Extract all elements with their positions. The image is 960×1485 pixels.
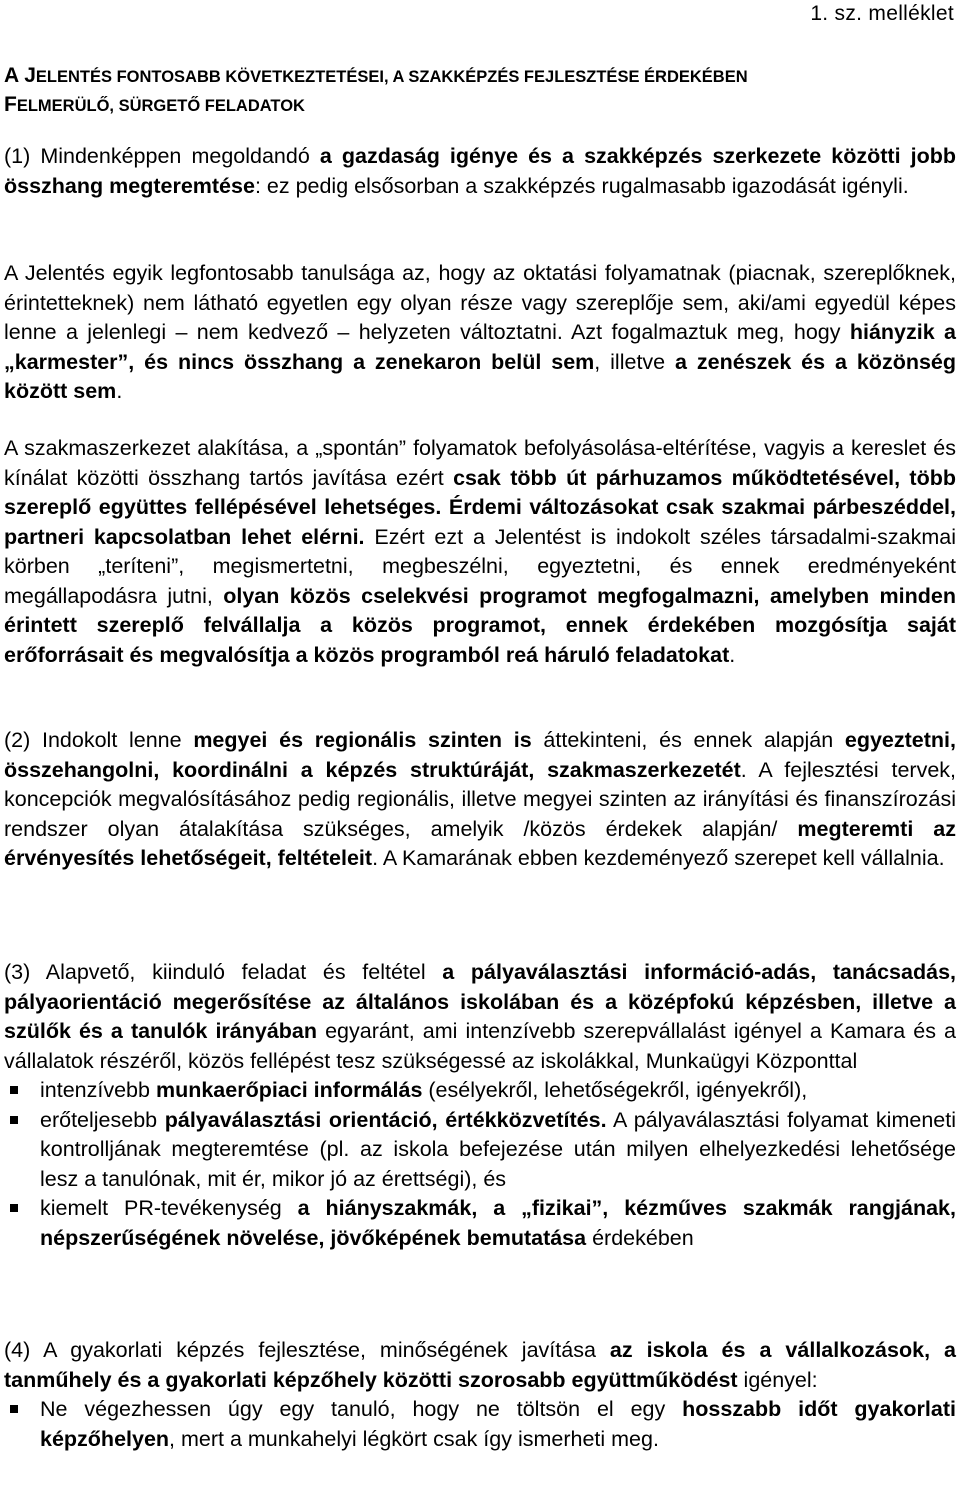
section-3-bullet-list [4,1076,956,1253]
section-4-bullet-list [4,1395,956,1454]
heading-line-1: A JELENTÉS FONTOSABB KÖVETKEZTETÉSEI, A SZAKKÉPZÉS FEJLESZTÉSE ÉRDEKÉBEN [4,64,748,87]
list-item: erőteljesebb pályaválasztási orientáció, értékközvetítés. A pályaválasztási folyamat kimeneti kontrolljának megteremtése (pl. az iskola befejezése után milyen elhelyezkedési lehetősége lesz a tanulónak, mit ér, mikor jó az érettségi), és [4,1106,956,1195]
list-item: intenzívebb munkaerőpiaci informálás (esélyekről, lehetőségekről, igényekről), [4,1076,956,1106]
section-structure-paragraph: A szakmaszerkezet alakítása, a „spontán” folyamatok befolyásolása-eltérítése, vagyis a kereslet és kínálat közötti összhang tartós javítása ezért csak több út párhuzamos működtetésével, több szereplő együttes fellépésével lehetséges. Érdemi változásokat csak szakmai párbeszéddel, partneri kapcsolatban lehet elérni. Ezért ezt a Jelentést is indokolt széles társadalmi-szakmai körben „teríteni”, megismertetni, megbeszélni, egyeztetni, és ennek eredményeként megállapodásra jutni, olyan közös cselekvési programot megfogalmazni, amelyben minden érintett szereplő felvállalja a közös programot, ennek érdekében mozgósítja saját erőforrásait és megvalósítja a közös programból reá háruló feladatokat. [4,436,956,667]
section-1-paragraph: (1) Mindenképpen megoldandó a gazdaság igénye és a szakképzés szerkezete közötti jobb összhang megteremtése: ez pedig elsősorban a szakképzés rugalmasabb igazodását igényli. [4,144,957,198]
list-item: Ne végezhessen úgy egy tanuló, hogy ne töltsön el egy hosszabb időt gyakorlati képzőhelyen, mert a munkahelyi légkört csak így ismerheti meg. [4,1395,956,1454]
section-4-paragraph: (4) A gyakorlati képzés fejlesztése, minőségének javítása az iskola és a vállalkozások, a tanműhely és a gyakorlati képzőhely közötti szorosabb együttműködést igényel: Ne végezhessen úgy egy tanuló, hogy ne töltsön el egy hosszabb időt gyakorlati képzőhelyen, mert a munkahelyi légkört csak így ismerheti meg. [4,1336,956,1454]
list-item: kiemelt PR-tevékenység a hiányszakmák, a „fizikai”, kézműves szakmák rangjának, népszerűségének növelése, jövőképének bemutatása érdekében [4,1194,956,1253]
section-3-paragraph: (3) Alapvető, kiinduló feladat és feltétel a pályaválasztási információ-adás, tanácsadás, pályaorientáció megerősítése az általános iskolában és a középfokú képzésben, illetve a szülők és a tanulók irányában egyaránt, ami intenzívebb szerepvállalást igényel a Kamara és a vállalatok részéről, közös fellépést tesz szükségessé az iskolákkal, Munkaügyi Központtal intenzívebb munkaerőpiaci informálás (esélyekről, lehetőségekről, igényekről), erőteljesebb pályaválasztási orientáció, értékközvetítés. A pályaválasztási folyamat kimeneti kontrolljának megteremtése (pl. az iskola befejezése után milyen elhelyezkedési lehetősége lesz a tanulónak, mit ér, mikor jó az érettségi), és kiemelt PR-tevékenység a hiányszakmák, a „fizikai”, kézműves szakmák rangjának, népszerűségének növelése, jövőképének bemutatása érdekében [4,958,956,1253]
document-heading [4,62,956,120]
section-report-lesson-paragraph: A Jelentés egyik legfontosabb tanulsága az, hogy az oktatási folyamatnak (piacnak, szereplőknek, érintetteknek) nem látható egyetlen egy olyan része vagy szereplője sem, aki/ami egyedül képes lenne a jelenlegi – nem kedvező – helyzeten változtatni. Azt fogalmaztuk meg, hogy hiányzik a „karmester”, és nincs összhang a zenekaron belül sem, illetve a zenészek és a közönség között sem. [4,261,957,403]
annex-label: 1. sz. melléklet [810,2,954,25]
section-2-paragraph: (2) Indokolt lenne megyei és regionális szinten is áttekinteni, és ennek alapján egyeztetni, összehangolni, koordinálni a képzés struktúráját, szakmaszerkezetét. A fejlesztési tervek, koncepciók megvalósításához pedig regionális, illetve megyei szinten az irányítási és finanszírozási rendszer olyan átalakítása szükséges, amelyik /közös érdekek alapján/ megteremti az érvényesítés lehetőségeit, feltételeit. A Kamarának ebben kezdeményező szerepet kell vállalnia. [4,728,956,870]
heading-line-2: FELMERÜLŐ, SÜRGETŐ FELADATOK [4,93,305,116]
